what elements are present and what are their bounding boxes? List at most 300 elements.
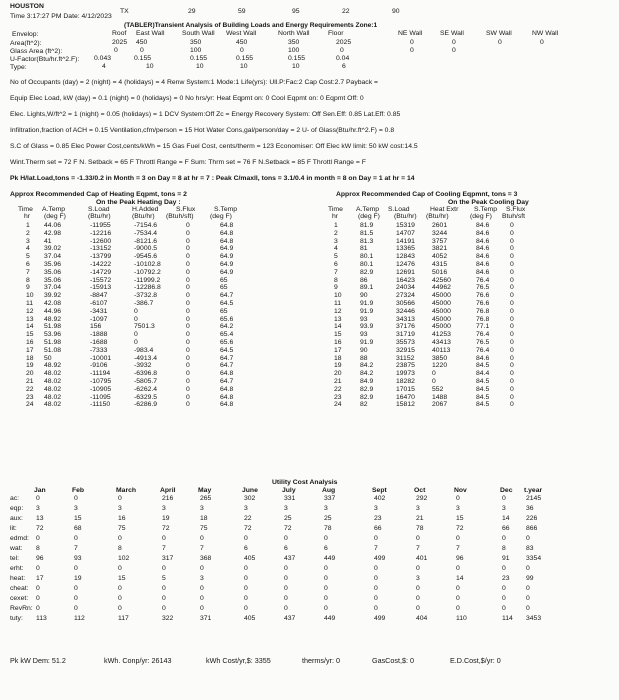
utility-row <box>0 556 619 564</box>
cooling-cell: 14191 <box>396 237 415 245</box>
glass-area-label: Glass Area (ft^2): <box>10 48 63 55</box>
utility-month: t.year <box>524 487 543 494</box>
utility-cell: 0 <box>526 585 530 592</box>
col-north-wall: North Wall <box>278 30 310 37</box>
cooling-cell: 81.3 <box>360 237 374 245</box>
heating-cell: -3732.8 <box>134 292 158 300</box>
utility-cell: 8 <box>502 545 506 552</box>
cooling-header-row-2 <box>310 214 619 222</box>
heating-cell: -7534.4 <box>134 229 158 237</box>
utility-cell: 72 <box>456 525 464 532</box>
col-sw-wall: SW Wall <box>486 30 512 37</box>
cooling-row <box>310 356 619 364</box>
utility-row <box>0 506 619 514</box>
cooling-cell: 91.9 <box>360 307 374 315</box>
utility-cell: 0 <box>374 575 378 582</box>
utility-cell: 0 <box>324 535 328 542</box>
utility-title: Utility Cost Analysis <box>272 479 338 486</box>
utility-row-label: cexet: <box>10 595 29 602</box>
heating-cell: -10795 <box>90 378 112 385</box>
utility-month: Feb <box>72 487 85 494</box>
cooling-cell: 3 <box>334 237 338 245</box>
heating-cell: 64.8 <box>220 237 234 245</box>
utility-row <box>0 606 619 614</box>
utility-month: Oct <box>414 487 426 494</box>
heating-cell: -11999.2 <box>134 276 161 284</box>
utility-cell: 0 <box>200 565 204 572</box>
cooling-cell: 0 <box>510 237 514 245</box>
heating-cell: 51.98 <box>44 323 62 331</box>
heating-cell: 20 <box>26 370 34 378</box>
heating-cell: 39.92 <box>44 292 62 300</box>
utility-cell: 75 <box>118 525 126 532</box>
cooling-cell: 93 <box>360 331 368 339</box>
cooling-cell: 10 <box>334 292 342 300</box>
heating-cell: -983.4 <box>134 346 154 354</box>
area-value: 0 <box>498 39 502 46</box>
heating-cell: 11 <box>26 300 34 307</box>
cooling-cell: 93.9 <box>360 323 374 331</box>
utility-cell: 368 <box>200 555 212 562</box>
heating-cell: 0 <box>186 401 190 409</box>
heating-cell: -5805.7 <box>134 378 158 385</box>
cooling-cell: 90 <box>360 346 368 354</box>
col-roof: Roof <box>112 30 127 37</box>
cooling-cell: 0 <box>432 378 436 385</box>
area-value: 0 <box>452 39 456 46</box>
heating-cell: 0 <box>186 245 190 253</box>
utility-cell: 3 <box>416 575 420 582</box>
cooling-cell: 0 <box>510 222 514 229</box>
heating-unit: (deg F) <box>44 213 66 220</box>
heating-cell: 64.7 <box>220 354 234 362</box>
cooling-cell: 41253 <box>432 331 451 339</box>
cooling-title: Approx Recommended Cap of Cooling Eqpmnt, tons = 3 <box>336 191 518 198</box>
utility-cell: 3 <box>456 505 460 512</box>
utility-cell: 68 <box>74 525 82 532</box>
heating-cell: 0 <box>134 315 138 323</box>
utility-row <box>0 546 619 554</box>
cooling-cell: 76.6 <box>476 300 490 307</box>
col-east-wall: East Wall <box>136 30 165 37</box>
utility-cell: 16 <box>118 515 126 522</box>
cooling-cell: 23 <box>334 393 342 401</box>
heating-cell: 51.98 <box>44 339 62 346</box>
utility-cell: 317 <box>162 555 174 562</box>
heating-cell: 18 <box>26 354 34 362</box>
cooling-cell: 45000 <box>432 323 451 331</box>
cooling-cell: 24034 <box>396 284 415 292</box>
cooling-cell: 0 <box>510 276 514 284</box>
cooling-cell: 35573 <box>396 339 415 346</box>
utility-cell: 0 <box>244 575 248 582</box>
heating-cell: 9 <box>26 284 30 292</box>
cooling-cell: 76.4 <box>476 346 490 354</box>
utility-month: Aug <box>322 487 336 494</box>
utility-cell: 0 <box>36 605 40 612</box>
utility-row <box>0 586 619 594</box>
utility-cell: 0 <box>162 565 166 572</box>
utility-cell: 0 <box>36 565 40 572</box>
cooling-row <box>310 246 619 254</box>
heating-header: S.Flux <box>176 206 196 213</box>
utility-cell: 0 <box>416 595 420 602</box>
cooling-subtitle: On the Peak Cooling Day <box>448 199 529 206</box>
heating-row <box>0 402 310 410</box>
cooling-cell: 91.9 <box>360 300 374 307</box>
utility-row <box>0 566 619 574</box>
utility-cell: 0 <box>284 585 288 592</box>
cooling-row <box>310 402 619 410</box>
col-west-wall: West Wall <box>226 30 257 37</box>
heating-cell: 48.02 <box>44 385 62 393</box>
utility-table <box>0 488 619 638</box>
cooling-header: S.Temp <box>474 206 498 213</box>
cooling-cell: 0 <box>510 354 514 362</box>
utility-cell: 3 <box>36 505 40 512</box>
cooling-unit: (Btu/hr) <box>426 213 449 220</box>
cooling-cell: 76.5 <box>476 339 490 346</box>
utility-row-label: tuty: <box>10 615 23 622</box>
utility-cell: 36 <box>526 505 534 512</box>
utility-cell: 93 <box>74 555 82 562</box>
utility-cell: 5 <box>162 575 166 582</box>
cooling-cell: 76.4 <box>476 276 490 284</box>
utility-row <box>0 526 619 534</box>
utility-cell: 0 <box>526 565 530 572</box>
cooling-cell: 2 <box>334 229 338 237</box>
heating-header: S.Load <box>88 206 110 213</box>
param-line-glass-cost: S.C of Glass = 0.85 Elec Power Cost,cents/kWh = 15 Gas Fuel Cost, cents/therm = 123 Economiser: Off Elec kW limit: 50 kW cost:14.5 <box>10 143 418 150</box>
heating-cell: 15 <box>26 331 34 339</box>
cooling-cell: 88 <box>360 354 368 362</box>
utility-month: July <box>282 487 296 494</box>
utility-month: May <box>198 487 212 494</box>
utility-cell: 3 <box>74 505 78 512</box>
heating-cell: 0 <box>134 307 138 315</box>
utility-cell: 113 <box>36 615 47 622</box>
utility-cell: 0 <box>284 535 288 542</box>
heating-cell: -6329.5 <box>134 393 158 401</box>
heating-cell: -11150 <box>90 401 111 409</box>
cooling-cell: 84.5 <box>476 385 490 393</box>
heating-cell: 0 <box>186 346 190 354</box>
heating-cell: -15572 <box>90 276 112 284</box>
heating-cell: 0 <box>186 393 190 401</box>
utility-cell: 0 <box>244 605 248 612</box>
heating-cell: 17 <box>26 346 34 354</box>
cooling-cell: 5016 <box>432 268 448 276</box>
heating-cell: 64.7 <box>220 362 234 370</box>
utility-cell: 0 <box>118 595 122 602</box>
city-label: HOUSTON <box>10 3 44 10</box>
cooling-cell: 6 <box>334 261 338 268</box>
utility-row-label: eqp: <box>10 505 24 512</box>
ed-cost: E.D.Cost,$/yr: 0 <box>450 656 501 665</box>
heating-cell: 156 <box>90 323 102 331</box>
utility-cell: 0 <box>200 535 204 542</box>
cooling-cell: 3821 <box>432 245 448 253</box>
area-value: 0 <box>410 39 414 46</box>
utility-month: Jan <box>34 487 46 494</box>
utility-cell: 75 <box>200 525 208 532</box>
heating-cell: -10792.2 <box>134 268 161 276</box>
utility-cell: 0 <box>526 605 530 612</box>
col-nw-wall: NW Wall <box>532 30 559 37</box>
utility-cell: 25 <box>284 515 292 522</box>
heating-cell: 0 <box>186 222 190 229</box>
heating-cell: 0 <box>186 385 190 393</box>
heating-cell: 64.8 <box>220 222 234 229</box>
area-value: 450 <box>236 39 248 46</box>
utility-cell: 449 <box>324 555 336 562</box>
utility-row-label: wat: <box>10 545 23 552</box>
cooling-cell: 0 <box>510 300 514 307</box>
heating-cell: 64.9 <box>220 245 234 253</box>
utility-cell: 0 <box>502 495 506 502</box>
heating-cell: 64.8 <box>220 393 234 401</box>
cooling-unit: Btuh/sft <box>502 213 526 220</box>
cooling-cell: 84.6 <box>476 237 490 245</box>
area-value: 2025 <box>336 39 352 46</box>
heating-cell: -9545.6 <box>134 253 158 261</box>
cooling-cell: 0 <box>510 253 514 261</box>
heating-cell: 37.04 <box>44 284 62 292</box>
utility-cell: 0 <box>324 575 328 582</box>
heating-cell: 0 <box>186 354 190 362</box>
cooling-cell: 84.2 <box>360 370 374 378</box>
utility-month: Nov <box>454 487 467 494</box>
type-value: 6 <box>342 63 346 70</box>
cooling-cell: 84.6 <box>476 229 490 237</box>
utility-row <box>0 536 619 544</box>
cooling-cell: 2067 <box>432 401 448 409</box>
utility-cell: 25 <box>324 515 332 522</box>
heating-subtitle: On the Peak Heating Day : <box>96 199 181 206</box>
utility-cell: 0 <box>456 495 460 502</box>
glass-value: 0 <box>452 47 456 54</box>
heating-cell: 64.7 <box>220 292 234 300</box>
cooling-row <box>310 254 619 262</box>
cooling-cell: 82.9 <box>360 385 374 393</box>
utility-cell: 19 <box>162 515 170 522</box>
heating-cell: 0 <box>186 323 190 331</box>
cooling-cell: 80.1 <box>360 253 374 261</box>
heating-cell: -13799 <box>90 253 112 261</box>
cooling-cell: 82.9 <box>360 393 374 401</box>
cooling-cell: 84.6 <box>476 253 490 261</box>
cooling-cell: 0 <box>510 378 514 385</box>
utility-cell: 18 <box>200 515 208 522</box>
param-line-infiltration: Infiltration,fraction of ACH = 0.15 Ventilation,cfm/person = 15 Hot Water Cons,gal/person/day = 2 U- of Glass(Btu/hr.ft^2.F) = 0.8 <box>10 127 395 134</box>
heating-cell: 64.8 <box>220 401 234 409</box>
cooling-cell: 0 <box>510 284 514 292</box>
type-value: 10 <box>146 63 154 70</box>
utility-cell: 0 <box>324 585 328 592</box>
utility-cell: 226 <box>526 515 538 522</box>
utility-cell: 0 <box>526 535 530 542</box>
glass-value: 100 <box>190 47 202 54</box>
heating-cell: -9106 <box>90 362 108 370</box>
cooling-unit: (deg F) <box>358 213 380 220</box>
cooling-cell: 0 <box>510 261 514 268</box>
cooling-cell: 84.4 <box>476 370 490 378</box>
param-line-thermostat: Wint.Therm set = 72 F N. Setback = 65 F Throttl Range = F Sum: Thrm set = 76 F N.Setback = 85 F Throttl Range = F <box>10 159 366 166</box>
cooling-row <box>310 293 619 301</box>
utility-cell: 0 <box>416 565 420 572</box>
utility-cell: 0 <box>118 605 122 612</box>
cooling-cell: 3850 <box>432 354 448 362</box>
utility-cell: 0 <box>374 535 378 542</box>
cooling-cell: 5 <box>334 253 338 261</box>
therms-per-year: therms/yr: 0 <box>302 656 340 665</box>
utility-row-label: RevRn: <box>10 605 33 612</box>
utility-cell: 7 <box>456 545 460 552</box>
cooling-cell: 76.6 <box>476 292 490 300</box>
utility-cell: 3 <box>374 505 378 512</box>
utility-row-label: tel: <box>10 555 20 562</box>
utility-row-label: edmd: <box>10 535 29 542</box>
utility-cell: 0 <box>456 585 460 592</box>
cooling-row <box>310 262 619 270</box>
cooling-cell: 89.1 <box>360 284 374 292</box>
heating-cell: -14222 <box>90 261 112 268</box>
utility-cell: 371 <box>200 615 212 622</box>
utility-cell: 0 <box>374 595 378 602</box>
utility-cell: 117 <box>118 615 129 622</box>
heating-cell: -10102.8 <box>134 261 161 268</box>
param-line-occupants: No of Occupants (day) = 2 (night) = 4 (holidays) = 4 Renw System:1 Mode:1 Life(yrs): Ull.P:Fac:2 Cap Cost:2.7 Payback = <box>10 79 378 86</box>
cooling-cell: 18282 <box>396 378 415 385</box>
utility-cell: 3 <box>324 505 328 512</box>
heating-cell: 37.04 <box>44 253 62 261</box>
heating-cell: 0 <box>186 253 190 261</box>
heating-cell: 0 <box>186 307 190 315</box>
cooling-cell: 32446 <box>396 307 415 315</box>
cooling-cell: 81.9 <box>360 222 374 229</box>
cooling-cell: 4052 <box>432 253 448 261</box>
cooling-cell: 1 <box>334 222 338 229</box>
utility-cell: 3453 <box>526 615 542 622</box>
heating-cell: 14 <box>26 323 34 331</box>
heating-cell: 64.9 <box>220 261 234 268</box>
cooling-cell: 76.5 <box>476 284 490 292</box>
cooling-cell: 34313 <box>396 315 415 323</box>
cooling-cell: 45000 <box>432 300 451 307</box>
utility-cell: 0 <box>74 535 78 542</box>
cooling-cell: 32915 <box>396 346 415 354</box>
utility-cell: 96 <box>36 555 44 562</box>
cooling-cell: 3244 <box>432 229 448 237</box>
utility-cell: 0 <box>284 565 288 572</box>
utility-cell: 405 <box>244 615 256 622</box>
cooling-cell: 0 <box>510 268 514 276</box>
type-value: 10 <box>240 63 248 70</box>
heating-cell: 48.02 <box>44 401 62 409</box>
utility-cell: 110 <box>456 615 467 622</box>
cooling-cell: 0 <box>510 307 514 315</box>
cooling-cell: 81.5 <box>360 229 374 237</box>
cooling-cell: 16470 <box>396 393 415 401</box>
heating-table <box>0 207 310 487</box>
heating-cell: 42.08 <box>44 300 62 307</box>
heating-cell: -11194 <box>90 370 111 378</box>
heating-cell: -1097 <box>90 315 108 323</box>
utility-cell: 0 <box>284 595 288 602</box>
utility-cell: 0 <box>74 585 78 592</box>
cooling-cell: 16 <box>334 339 342 346</box>
utility-cell: 0 <box>416 535 420 542</box>
heating-cell: 35.96 <box>44 261 62 268</box>
utility-cell: 3 <box>200 575 204 582</box>
heating-cell: 0 <box>186 331 190 339</box>
heating-cell: 0 <box>186 229 190 237</box>
utility-cell: 3 <box>284 505 288 512</box>
utility-cell: 66 <box>374 525 382 532</box>
heating-cell: 7501.3 <box>134 323 155 331</box>
utility-cell: 8 <box>118 545 122 552</box>
heating-cell: 0 <box>186 268 190 276</box>
glass-value: 100 <box>288 47 300 54</box>
cooling-cell: 84.5 <box>476 401 490 409</box>
utility-cell: 292 <box>416 495 428 502</box>
cooling-cell: 84.5 <box>476 362 490 370</box>
cooling-cell: 27324 <box>396 292 415 300</box>
heating-cell: 12 <box>26 307 34 315</box>
utility-row-label: aux: <box>10 515 23 522</box>
cooling-cell: 4 <box>334 245 338 253</box>
heating-cell: 13 <box>26 315 34 323</box>
col-floor: Floor <box>328 30 344 37</box>
utility-cell: 0 <box>456 535 460 542</box>
heating-cell: 65 <box>220 276 228 284</box>
cooling-cell: 0 <box>432 370 436 378</box>
cooling-row <box>310 363 619 371</box>
heating-cell: 64.5 <box>220 346 234 354</box>
kwh-consumption: kWh. Conp/yr: 26143 <box>104 656 172 665</box>
cooling-cell: 0 <box>510 292 514 300</box>
heating-cell: -386.7 <box>134 300 154 307</box>
utility-cell: 99 <box>526 575 534 582</box>
ufactor-value: 0.155 <box>134 55 152 62</box>
header-num1: 29 <box>188 8 196 15</box>
heating-cell: -4913.4 <box>134 354 158 362</box>
heating-cell: 64.8 <box>220 385 234 393</box>
utility-cell: 102 <box>118 555 130 562</box>
utility-cell: 0 <box>456 595 460 602</box>
cooling-row <box>310 379 619 387</box>
heating-header: H.Added <box>132 206 159 213</box>
utility-cell: 337 <box>324 495 336 502</box>
glass-value: 0 <box>410 47 414 54</box>
glass-value: 0 <box>114 47 118 54</box>
utility-cell: 0 <box>162 595 166 602</box>
utility-cell: 91 <box>502 555 510 562</box>
utility-cell: 0 <box>244 535 248 542</box>
envelop-label: Envelop: <box>12 31 39 38</box>
heating-cell: 41 <box>44 237 52 245</box>
utility-cell: 72 <box>36 525 44 532</box>
header-num2: 59 <box>238 8 246 15</box>
cooling-cell: 31152 <box>396 354 415 362</box>
heating-cell: 8 <box>26 276 30 284</box>
cooling-cell: 82 <box>360 401 368 409</box>
gas-cost: GasCost,$: 0 <box>372 656 414 665</box>
heating-header-row-2 <box>0 214 310 222</box>
heating-cell: 64.7 <box>220 378 234 385</box>
cooling-cell: 82.9 <box>360 268 374 276</box>
kwh-cost: kWh Cost/yr,$: 3355 <box>206 656 271 665</box>
